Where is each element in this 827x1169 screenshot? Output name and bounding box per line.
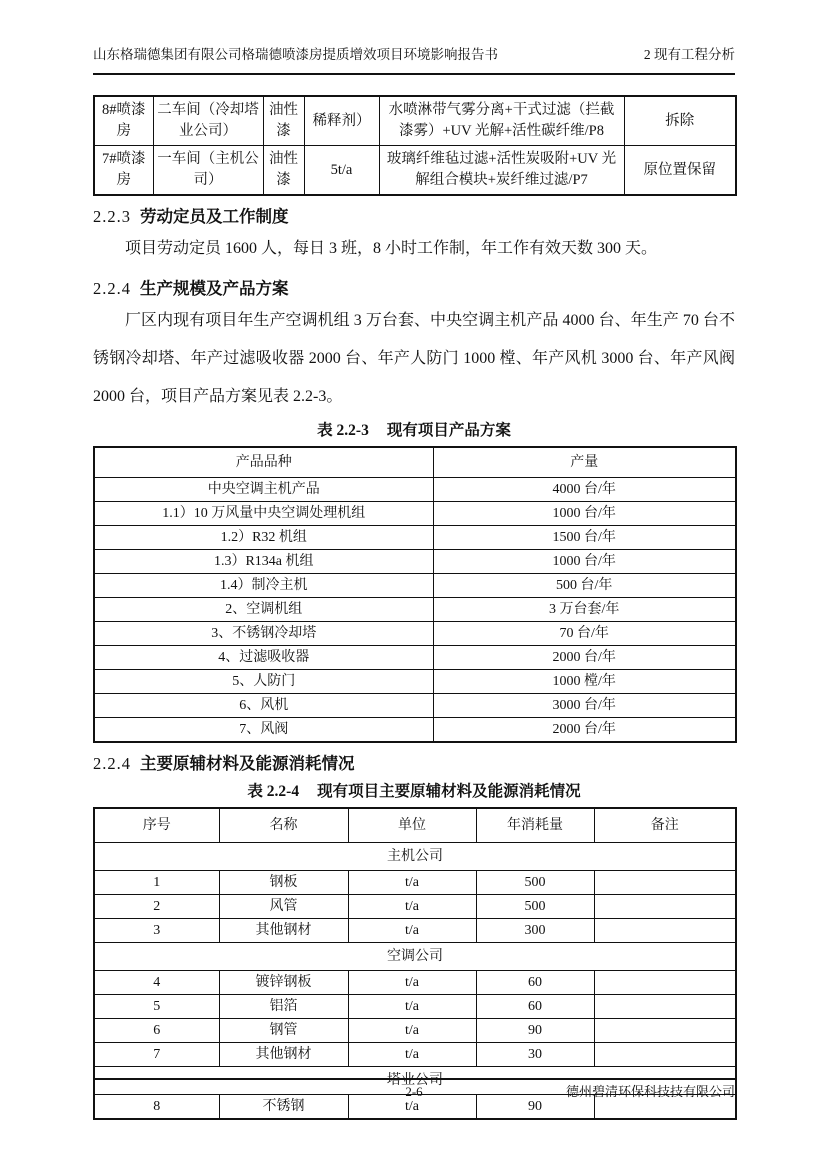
table-row xyxy=(94,478,736,502)
cell-index: 4 xyxy=(94,971,219,995)
col-header-unit: 单位 xyxy=(348,808,476,843)
cell-product: 1.3）R134a 机组 xyxy=(94,550,433,574)
paragraph-production: 厂区内现有项目年生产空调机组 3 万台套、中央空调主机产品 4000 台、年生产 70 台不锈钢冷却塔、年产过滤吸收器 2000 台、年产人防门 1000 樘、年产风机 3000 台、年产风阀 2000 台，项目产品方案见表 2.2-3。 xyxy=(93,312,735,405)
table-header-row xyxy=(94,808,736,843)
group-row xyxy=(94,843,736,871)
cell-quantity: 2000 台/年 xyxy=(433,646,736,670)
cell-index: 8 xyxy=(94,1095,219,1120)
cell-booth-name: 8#喷漆房 xyxy=(94,96,153,146)
cell-quantity: 1500 台/年 xyxy=(433,526,736,550)
cell-quantity: 1000 台/年 xyxy=(433,502,736,526)
cell-product: 1.1）10 万风量中央空调处理机组 xyxy=(94,502,433,526)
cell-product: 2、空调机组 xyxy=(94,598,433,622)
caption-title: 现有项目产品方案 xyxy=(386,422,511,439)
cell-remark xyxy=(594,895,736,919)
cell-product: 6、风机 xyxy=(94,694,433,718)
caption-title: 现有项目主要原辅材料及能源消耗情况 xyxy=(317,783,581,800)
caption-number: 表 2.2-4 xyxy=(247,783,300,800)
table-row xyxy=(94,502,736,526)
group-label: 塔业公司 xyxy=(94,1067,736,1095)
cell-remark xyxy=(594,971,736,995)
table-row xyxy=(94,550,736,574)
cell-consumption: 60 xyxy=(476,995,594,1019)
section-heading-224b xyxy=(93,751,735,777)
cell-paint-type: 油性漆 xyxy=(263,146,304,196)
cell-remark xyxy=(594,919,736,943)
table-row xyxy=(94,526,736,550)
page-footer xyxy=(93,1078,735,1106)
table-row xyxy=(94,1043,736,1067)
cell-name: 不锈钢 xyxy=(219,1095,348,1120)
cell-product: 中央空调主机产品 xyxy=(94,478,433,502)
cell-quantity: 1000 台/年 xyxy=(433,550,736,574)
cell-quantity: 4000 台/年 xyxy=(433,478,736,502)
cell-index: 6 xyxy=(94,1019,219,1043)
table-row xyxy=(94,96,736,146)
col-header-product: 产品品种 xyxy=(94,447,433,478)
cell-name: 钢管 xyxy=(219,1019,348,1043)
col-header-index: 序号 xyxy=(94,808,219,843)
section-number: 2.2.4 xyxy=(93,279,131,298)
cell-treatment: 水喷淋带气雾分离+干式过滤（拦截漆雾）+UV 光解+活性碳纤维/P8 xyxy=(379,96,624,146)
cell-quantity: 3 万台套/年 xyxy=(433,598,736,622)
cell-name: 风管 xyxy=(219,895,348,919)
cell-dosage: 稀释剂） xyxy=(304,96,379,146)
group-row xyxy=(94,943,736,971)
product-plan-table xyxy=(93,446,737,743)
table-row xyxy=(94,670,736,694)
cell-remark xyxy=(594,1019,736,1043)
col-header-quantity: 产量 xyxy=(433,447,736,478)
cell-name: 镀锌钢板 xyxy=(219,971,348,995)
caption-number: 表 2.2-3 xyxy=(317,422,369,439)
section-heading-223 xyxy=(93,204,735,230)
table-row xyxy=(94,694,736,718)
cell-quantity: 3000 台/年 xyxy=(433,694,736,718)
cell-quantity: 1000 樘/年 xyxy=(433,670,736,694)
cell-name: 铝箔 xyxy=(219,995,348,1019)
cell-consumption: 90 xyxy=(476,1095,594,1120)
cell-treatment: 玻璃纤维毡过滤+活性炭吸附+UV 光解组合模块+炭纤维过滤/P7 xyxy=(379,146,624,196)
cell-consumption: 500 xyxy=(476,871,594,895)
section-title: 生产规模及产品方案 xyxy=(140,280,289,298)
table-row xyxy=(94,971,736,995)
section-title: 主要原辅材料及能源消耗情况 xyxy=(140,755,355,773)
section-title: 劳动定员及工作制度 xyxy=(140,208,289,226)
section-number: 2.2.3 xyxy=(93,207,131,226)
page-content xyxy=(93,0,735,1120)
table-caption-224 xyxy=(93,779,735,805)
cell-index: 3 xyxy=(94,919,219,943)
cell-product: 1.2）R32 机组 xyxy=(94,526,433,550)
cell-dosage: 5t/a xyxy=(304,146,379,196)
cell-index: 2 xyxy=(94,895,219,919)
cell-product: 3、不锈钢冷却塔 xyxy=(94,622,433,646)
cell-index: 5 xyxy=(94,995,219,1019)
section-number: 2.2.4 xyxy=(93,754,131,773)
header-doc-title: 山东格瑞德集团有限公司格瑞德喷漆房提质增效项目环境影响报告书 xyxy=(93,47,498,62)
cell-index: 7 xyxy=(94,1043,219,1067)
cell-paint-type: 油性漆 xyxy=(263,96,304,146)
cell-consumption: 300 xyxy=(476,919,594,943)
cell-workshop: 二车间（冷却塔业公司） xyxy=(153,96,263,146)
cell-remark xyxy=(594,1043,736,1067)
footer-page-number: 2-6 xyxy=(405,1084,423,1099)
header-chapter: 2 现有工程分析 xyxy=(643,47,735,62)
cell-unit: t/a xyxy=(348,895,476,919)
col-header-name: 名称 xyxy=(219,808,348,843)
page-header xyxy=(93,0,735,75)
cell-quantity: 500 台/年 xyxy=(433,574,736,598)
table-row xyxy=(94,895,736,919)
cell-quantity: 2000 台/年 xyxy=(433,718,736,743)
footer-company: 德州碧清环保科技技有限公司 xyxy=(565,1084,735,1099)
section-heading-224a xyxy=(93,276,735,302)
cell-remark: 拆除 xyxy=(624,96,736,146)
cell-name: 其他钢材 xyxy=(219,919,348,943)
cell-product: 7、风阀 xyxy=(94,718,433,743)
cell-unit: t/a xyxy=(348,995,476,1019)
cell-product: 5、人防门 xyxy=(94,670,433,694)
cell-remark xyxy=(594,871,736,895)
col-header-remark: 备注 xyxy=(594,808,736,843)
cell-unit: t/a xyxy=(348,971,476,995)
table-row xyxy=(94,622,736,646)
table-row xyxy=(94,995,736,1019)
cell-workshop: 一车间（主机公司） xyxy=(153,146,263,196)
cell-consumption: 60 xyxy=(476,971,594,995)
table-row xyxy=(94,919,736,943)
table-row xyxy=(94,146,736,196)
table-row xyxy=(94,1019,736,1043)
cell-unit: t/a xyxy=(348,1043,476,1067)
cell-remark xyxy=(594,995,736,1019)
table-row xyxy=(94,646,736,670)
table-caption-223 xyxy=(93,418,735,444)
cell-consumption: 30 xyxy=(476,1043,594,1067)
table-row xyxy=(94,871,736,895)
spray-booth-table xyxy=(93,95,737,196)
cell-unit: t/a xyxy=(348,919,476,943)
cell-unit: t/a xyxy=(348,1095,476,1120)
cell-index: 1 xyxy=(94,871,219,895)
cell-remark: 原位置保留 xyxy=(624,146,736,196)
cell-consumption: 90 xyxy=(476,1019,594,1043)
cell-quantity: 70 台/年 xyxy=(433,622,736,646)
cell-name: 其他钢材 xyxy=(219,1043,348,1067)
paragraph-labor: 项目劳动定员 1600 人，每日 3 班，8 小时工作制，年工作有效天数 300 天。 xyxy=(125,240,658,257)
materials-table xyxy=(93,807,737,1120)
group-label: 空调公司 xyxy=(94,943,736,971)
col-header-consumption: 年消耗量 xyxy=(476,808,594,843)
cell-name: 钢板 xyxy=(219,871,348,895)
table-header-row xyxy=(94,447,736,478)
cell-product: 4、过滤吸收器 xyxy=(94,646,433,670)
cell-booth-name: 7#喷漆房 xyxy=(94,146,153,196)
cell-consumption: 500 xyxy=(476,895,594,919)
cell-product: 1.4）制冷主机 xyxy=(94,574,433,598)
table-row xyxy=(94,598,736,622)
group-label: 主机公司 xyxy=(94,843,736,871)
cell-unit: t/a xyxy=(348,1019,476,1043)
cell-unit: t/a xyxy=(348,871,476,895)
table-row xyxy=(94,718,736,743)
table-row xyxy=(94,574,736,598)
